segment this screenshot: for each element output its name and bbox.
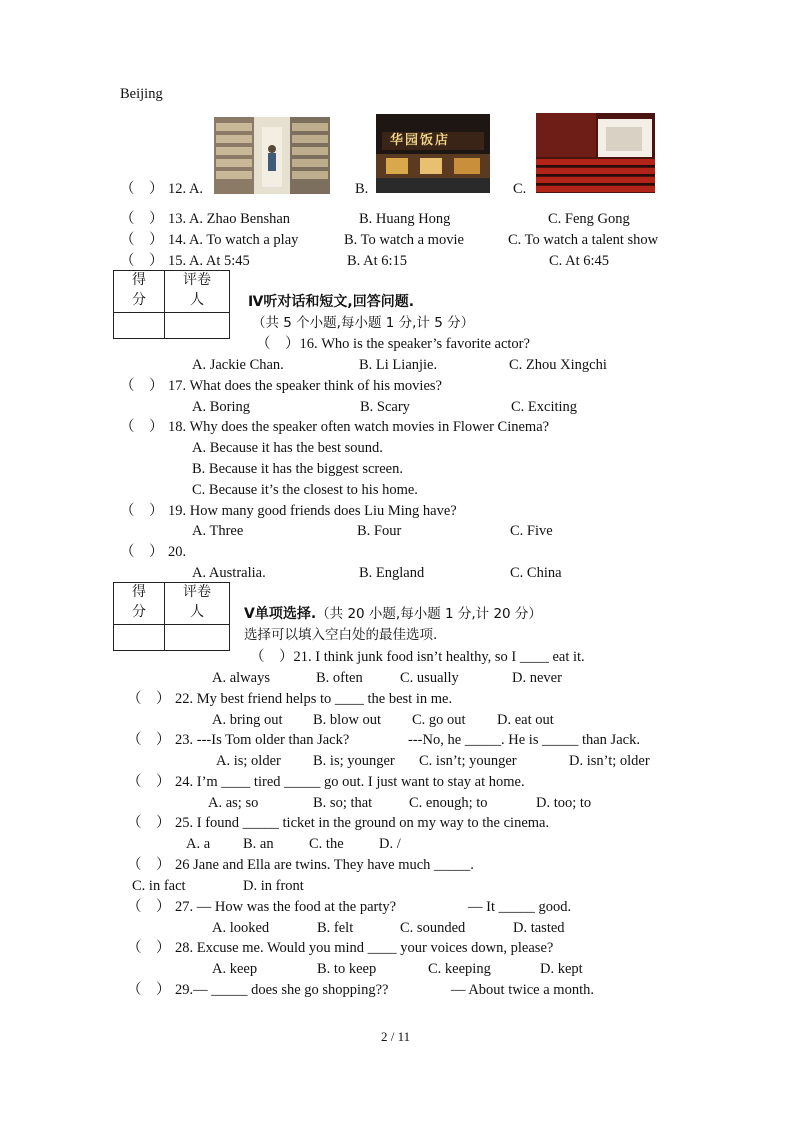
q12-label-c: C. bbox=[513, 181, 527, 197]
cinema-photo bbox=[536, 113, 655, 193]
section5-scoring: （共 20 小题,每小题 1 分,计 20 分） bbox=[316, 606, 542, 622]
q22-option-c: C. go out bbox=[412, 712, 466, 728]
restaurant-sign: 华园饭店 bbox=[390, 133, 451, 148]
q22-option-d: D. eat out bbox=[497, 712, 554, 728]
q19-option-b: B. Four bbox=[357, 523, 402, 539]
q20-option-a: A. Australia. bbox=[192, 565, 266, 581]
q27-option-d: D. tasted bbox=[513, 920, 565, 936]
header-text: Beijing bbox=[120, 86, 163, 102]
q18-paren: （ ） bbox=[120, 419, 164, 435]
section5-instruction: 选择可以填入空白处的最佳选项. bbox=[244, 627, 438, 643]
q23-paren: （ ） bbox=[127, 732, 171, 748]
library-photo bbox=[214, 117, 330, 194]
q19-option-c: C. Five bbox=[510, 523, 553, 539]
q21-option-d: D. never bbox=[512, 670, 562, 686]
grader-label: 评卷 人 bbox=[165, 271, 230, 313]
q27-question: 27. — How was the food at the party? bbox=[175, 899, 397, 915]
q20-option-b: B. England bbox=[359, 565, 425, 581]
q16-option-b: B. Li Lianjie. bbox=[359, 357, 438, 373]
q14-option-b: B. To watch a movie bbox=[344, 232, 464, 248]
q12-label-b: B. bbox=[355, 181, 369, 197]
restaurant-photo bbox=[376, 114, 490, 193]
score-label: 得 分 bbox=[114, 271, 165, 313]
q18-option-a: A. Because it has the best sound. bbox=[192, 440, 383, 456]
q23-question: 23. ---Is Tom older than Jack? bbox=[175, 732, 350, 748]
q13-paren: （ ） bbox=[120, 211, 164, 227]
grader-cell[interactable] bbox=[165, 625, 230, 651]
score-box-section4 bbox=[113, 270, 230, 339]
q24-option-a: A. as; so bbox=[208, 795, 259, 811]
q25-option-d: D. / bbox=[379, 836, 401, 852]
q24-paren: （ ） bbox=[127, 774, 171, 790]
section4-subtitle: （共 5 个小题,每小题 1 分,计 5 分） bbox=[252, 315, 475, 331]
q29-paren: （ ） bbox=[127, 982, 171, 998]
q15-option-c: C. At 6:45 bbox=[549, 253, 610, 269]
q19-paren: （ ） bbox=[120, 503, 164, 519]
q12-paren: （ ） bbox=[120, 181, 164, 197]
score-cell[interactable] bbox=[114, 313, 165, 339]
q16-option-c: C. Zhou Xingchi bbox=[509, 357, 607, 373]
q25-option-b: B. an bbox=[243, 836, 274, 852]
q20-option-c: C. China bbox=[510, 565, 562, 581]
q15-paren: （ ） bbox=[120, 253, 164, 269]
q22-option-a: A. bring out bbox=[212, 712, 283, 728]
q26-option-c: C. in fact bbox=[132, 878, 186, 894]
q18-option-c: C. Because it’s the closest to his home. bbox=[192, 482, 418, 498]
q14-option-a: 14. A. To watch a play bbox=[168, 232, 299, 248]
q18-option-b: B. Because it has the biggest screen. bbox=[192, 461, 403, 477]
grader-cell[interactable] bbox=[165, 313, 230, 339]
q23-response: ---No, he _____. He is _____ than Jack. bbox=[408, 732, 640, 748]
q24-option-b: B. so; that bbox=[313, 795, 373, 811]
page-number: 2 / 11 bbox=[381, 1029, 411, 1044]
q25-option-c: C. the bbox=[309, 836, 344, 852]
q24-option-c: C. enough; to bbox=[409, 795, 488, 811]
section5-title-line bbox=[244, 605, 542, 623]
q22-option-b: B. blow out bbox=[313, 712, 382, 728]
score-box-section5 bbox=[113, 582, 230, 651]
q23-option-b: B. is; younger bbox=[313, 753, 395, 769]
q28-question: 28. Excuse me. Would you mind ____ your voices down, please? bbox=[175, 940, 554, 956]
q12-label-a: 12. A. bbox=[168, 181, 204, 197]
q28-paren: （ ） bbox=[127, 940, 171, 956]
q27-option-a: A. looked bbox=[212, 920, 270, 936]
q26-question: 26 Jane and Ella are twins. They have much _____. bbox=[175, 857, 474, 873]
q14-paren: （ ） bbox=[120, 232, 164, 248]
q21-option-a: A. always bbox=[212, 670, 270, 686]
q23-option-a: A. is; older bbox=[216, 753, 281, 769]
q25-option-a: A. a bbox=[186, 836, 211, 852]
q20-paren: （ ） bbox=[120, 544, 164, 560]
section4-title: Ⅳ听对话和短文,回答问题. bbox=[248, 294, 415, 310]
q26-option-d: D. in front bbox=[243, 878, 304, 894]
q23-option-c: C. isn’t; younger bbox=[419, 753, 517, 769]
q28-option-a: A. keep bbox=[212, 961, 258, 977]
q17-question: 17. What does the speaker think of his movies? bbox=[168, 378, 442, 394]
q21-question: （ ）21. I think junk food isn’t healthy, so I ____ eat it. bbox=[250, 649, 585, 665]
q15-option-b: B. At 6:15 bbox=[347, 253, 408, 269]
score-label: 得 分 bbox=[114, 583, 165, 625]
q19-question: 19. How many good friends does Liu Ming have? bbox=[168, 503, 457, 519]
q17-paren: （ ） bbox=[120, 378, 164, 394]
q28-option-d: D. kept bbox=[540, 961, 583, 977]
q18-question: 18. Why does the speaker often watch movies in Flower Cinema? bbox=[168, 419, 550, 435]
q21-option-c: C. usually bbox=[400, 670, 459, 686]
q26-paren: （ ） bbox=[127, 857, 171, 873]
q29-question: 29.— _____ does she go shopping?? bbox=[175, 982, 389, 998]
q23-option-d: D. isn’t; older bbox=[569, 753, 650, 769]
q20-question: 20. bbox=[168, 544, 187, 560]
q28-option-b: B. to keep bbox=[317, 961, 377, 977]
q13-option-b: B. Huang Hong bbox=[359, 211, 451, 227]
section5-title: Ⅴ单项选择. bbox=[244, 606, 317, 622]
q29-response: — About twice a month. bbox=[451, 982, 594, 998]
q27-option-c: C. sounded bbox=[400, 920, 466, 936]
q22-paren: （ ） bbox=[127, 691, 171, 707]
q28-option-c: C. keeping bbox=[428, 961, 491, 977]
q17-option-c: C. Exciting bbox=[511, 399, 578, 415]
q24-question: 24. I’m ____ tired _____ go out. I just want to stay at home. bbox=[175, 774, 525, 790]
q17-option-a: A. Boring bbox=[192, 399, 250, 415]
q27-paren: （ ） bbox=[127, 899, 171, 915]
q25-paren: （ ） bbox=[127, 815, 171, 831]
q21-option-b: B. often bbox=[316, 670, 363, 686]
q13-option-a: 13. A. Zhao Benshan bbox=[168, 211, 291, 227]
grader-label: 评卷 人 bbox=[165, 583, 230, 625]
q22-question: 22. My best friend helps to ____ the best in me. bbox=[175, 691, 453, 707]
q16-question: （ ）16. Who is the speaker’s favorite actor? bbox=[256, 336, 530, 352]
q16-option-a: A. Jackie Chan. bbox=[192, 357, 284, 373]
q27-response: — It _____ good. bbox=[468, 899, 572, 915]
q24-option-d: D. too; to bbox=[536, 795, 592, 811]
q17-option-b: B. Scary bbox=[360, 399, 410, 415]
q14-option-c: C. To watch a talent show bbox=[508, 232, 659, 248]
q25-question: 25. I found _____ ticket in the ground on my way to the cinema. bbox=[175, 815, 550, 831]
q19-option-a: A. Three bbox=[192, 523, 244, 539]
score-cell[interactable] bbox=[114, 625, 165, 651]
q13-option-c: C. Feng Gong bbox=[548, 211, 630, 227]
q15-option-a: 15. A. At 5:45 bbox=[168, 253, 250, 269]
q27-option-b: B. felt bbox=[317, 920, 354, 936]
